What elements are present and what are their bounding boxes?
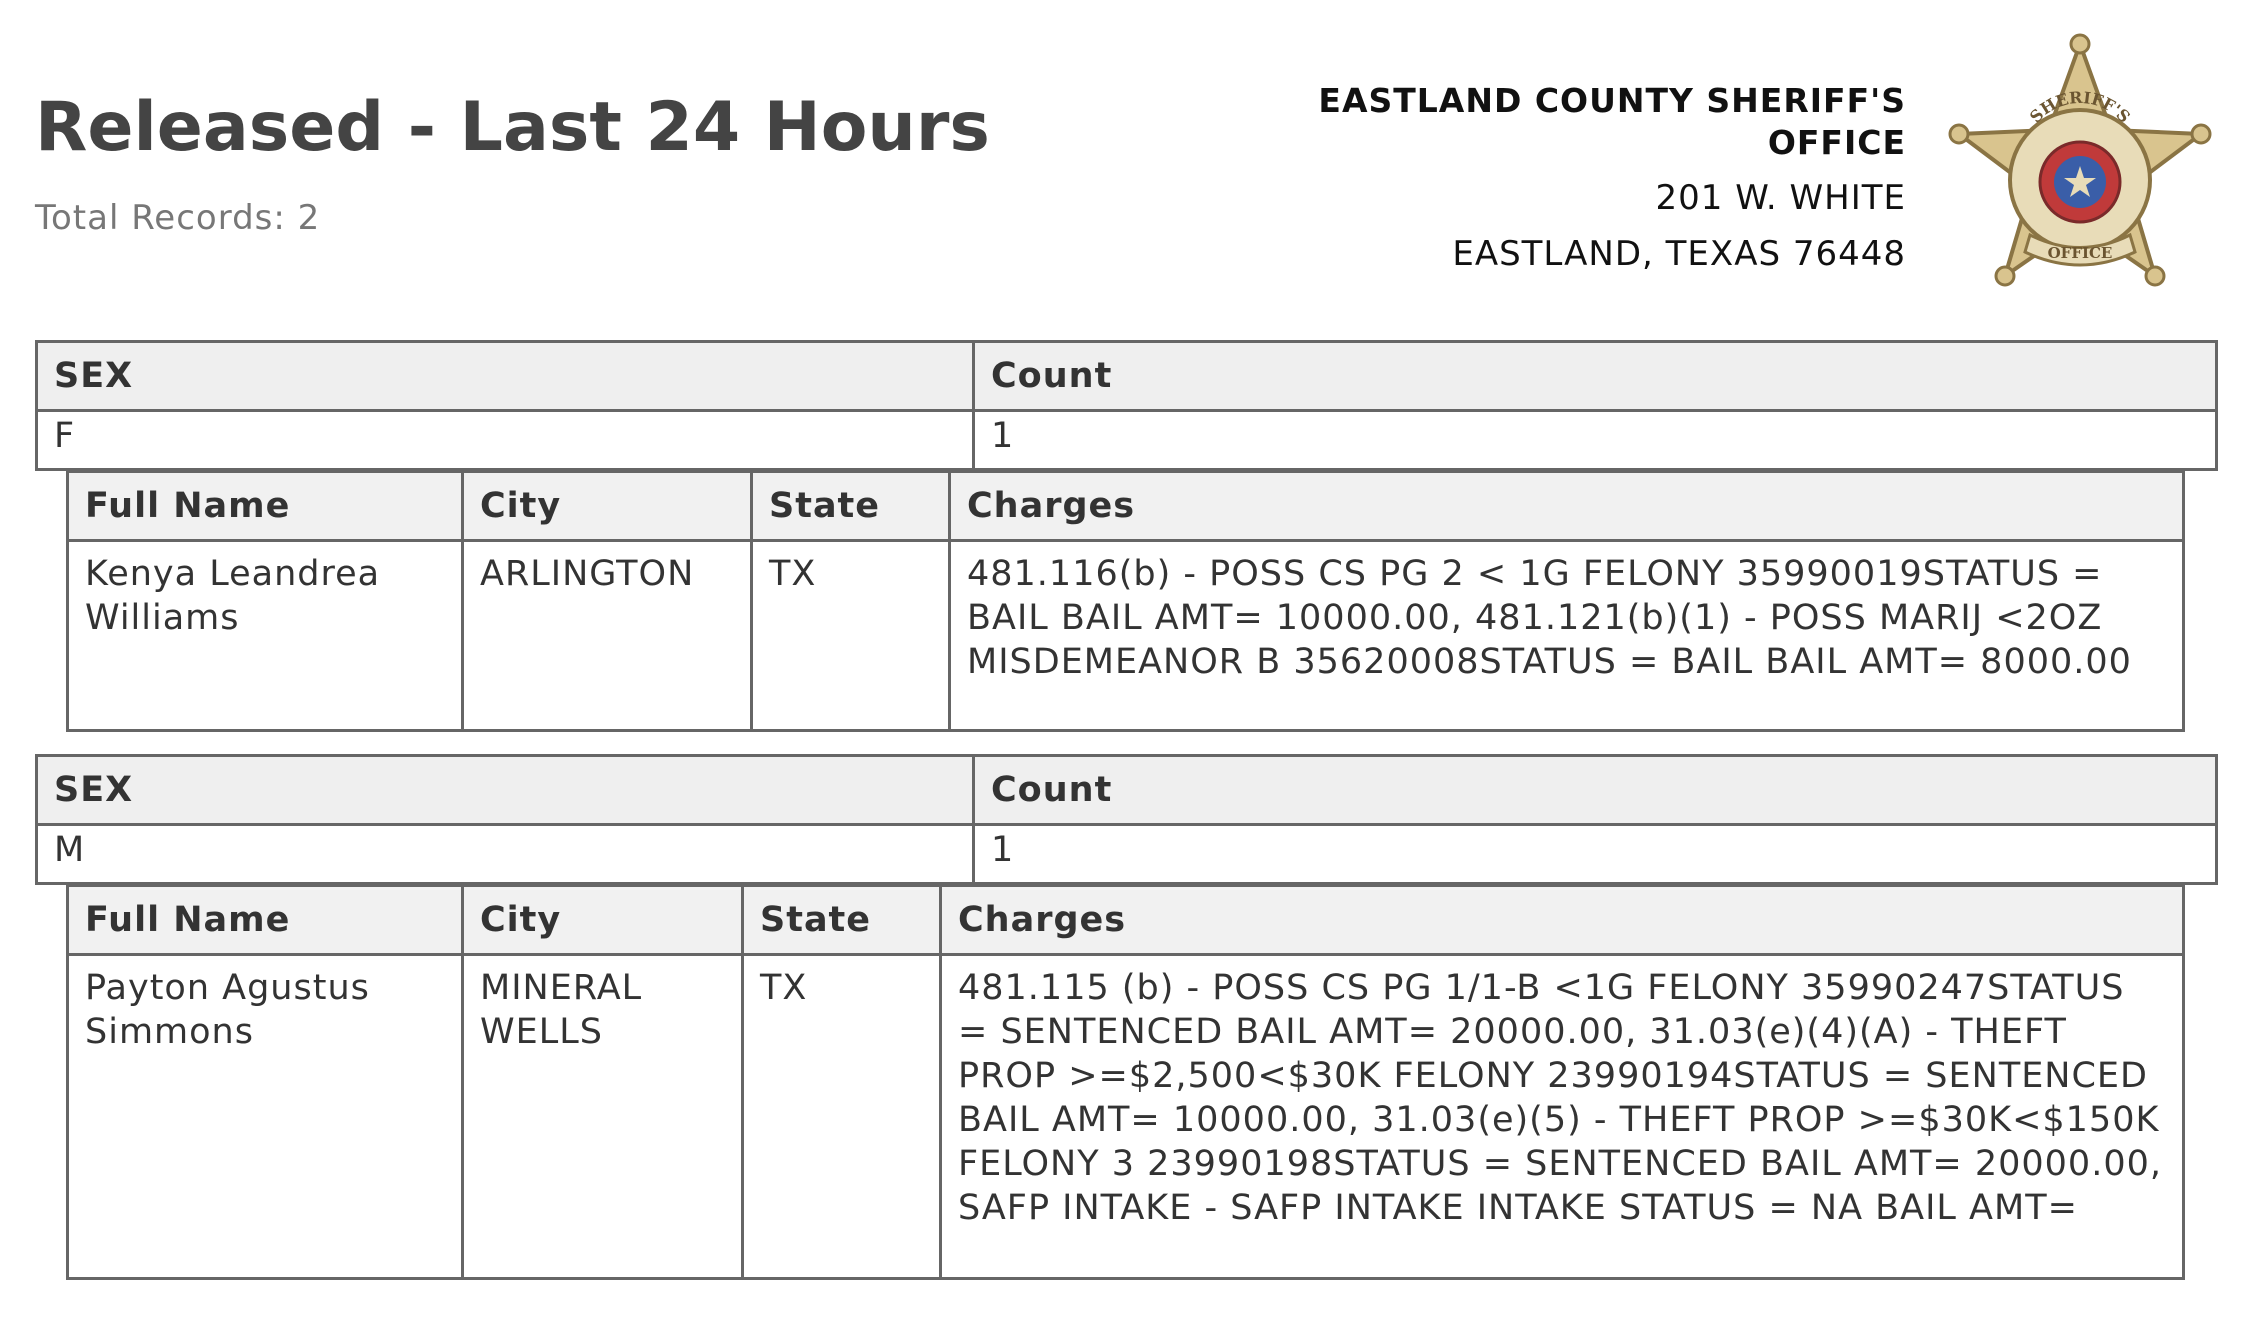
svg-text:OFFICE: OFFICE <box>2047 244 2113 262</box>
sheriff-star-badge-icon <box>1935 30 2225 305</box>
count-value: 1 <box>974 825 2217 884</box>
city-header: City <box>463 472 752 541</box>
office-address-line2: EASTLAND, TEXAS 76448 <box>1452 234 1906 274</box>
full-name-header: Full Name <box>68 886 463 955</box>
office-name-line2: OFFICE <box>1767 123 1906 162</box>
sex-group-table <box>35 754 2218 885</box>
city-cell: ARLINGTON <box>463 541 752 731</box>
full-name-header: Full Name <box>68 472 463 541</box>
report-title: Released - Last 24 Hours <box>35 88 990 167</box>
office-info <box>1206 80 1906 282</box>
total-records: Total Records: 2 <box>35 198 321 238</box>
svg-text:SHERIFF'S: SHERIFF'S <box>2025 87 2135 127</box>
state-header: State <box>743 886 941 955</box>
full-name-cell: Kenya Leandrea Williams <box>68 541 463 731</box>
sex-value: M <box>37 825 974 884</box>
count-header: Count <box>974 342 2217 411</box>
count-header: Count <box>974 756 2217 825</box>
office-name-line1: EASTLAND COUNTY SHERIFF'S <box>1318 81 1906 120</box>
city-header: City <box>463 886 743 955</box>
table-row <box>68 541 2184 731</box>
charges-cell: 481.115 (b) - POSS CS PG 1/1-B <1G FELONY 35990247STATUS = SENTENCED BAIL AMT= 20000.00, 31.03(e)(4)(A) - THEFT PROP >=$2,500<$30K FELONY 23990194STATUS = SENTENCED BAIL AMT= 10000.00, 31.03(e)(5) - THEFT PROP >=$30K<$150K FELONY 3 23990198STATUS = SENTENCED BAIL AMT= 20000.00, SAFP INTAKE - SAFP INTAKE INTAKE STATUS = NA BAIL AMT= <box>941 955 2184 1279</box>
sex-header: SEX <box>37 342 974 411</box>
sex-header: SEX <box>37 756 974 825</box>
full-name-cell: Payton Agustus Simmons <box>68 955 463 1279</box>
charges-header: Charges <box>941 886 2184 955</box>
records-table <box>66 470 2185 732</box>
records-table <box>66 884 2185 1280</box>
sex-group-table <box>35 340 2218 471</box>
state-cell: TX <box>752 541 950 731</box>
count-value: 1 <box>974 411 2217 470</box>
sex-value: F <box>37 411 974 470</box>
city-cell: MINERAL WELLS <box>463 955 743 1279</box>
table-row <box>68 955 2184 1279</box>
office-address-line1: 201 W. WHITE <box>1655 178 1906 218</box>
state-cell: TX <box>743 955 941 1279</box>
charges-cell: 481.116(b) - POSS CS PG 2 < 1G FELONY 35990019STATUS = BAIL BAIL AMT= 10000.00, 481.121(b)(1) - POSS MARIJ <2OZ MISDEMEANOR B 35620008STATUS = BAIL BAIL AMT= 8000.00 <box>950 541 2184 731</box>
charges-header: Charges <box>950 472 2184 541</box>
state-header: State <box>752 472 950 541</box>
